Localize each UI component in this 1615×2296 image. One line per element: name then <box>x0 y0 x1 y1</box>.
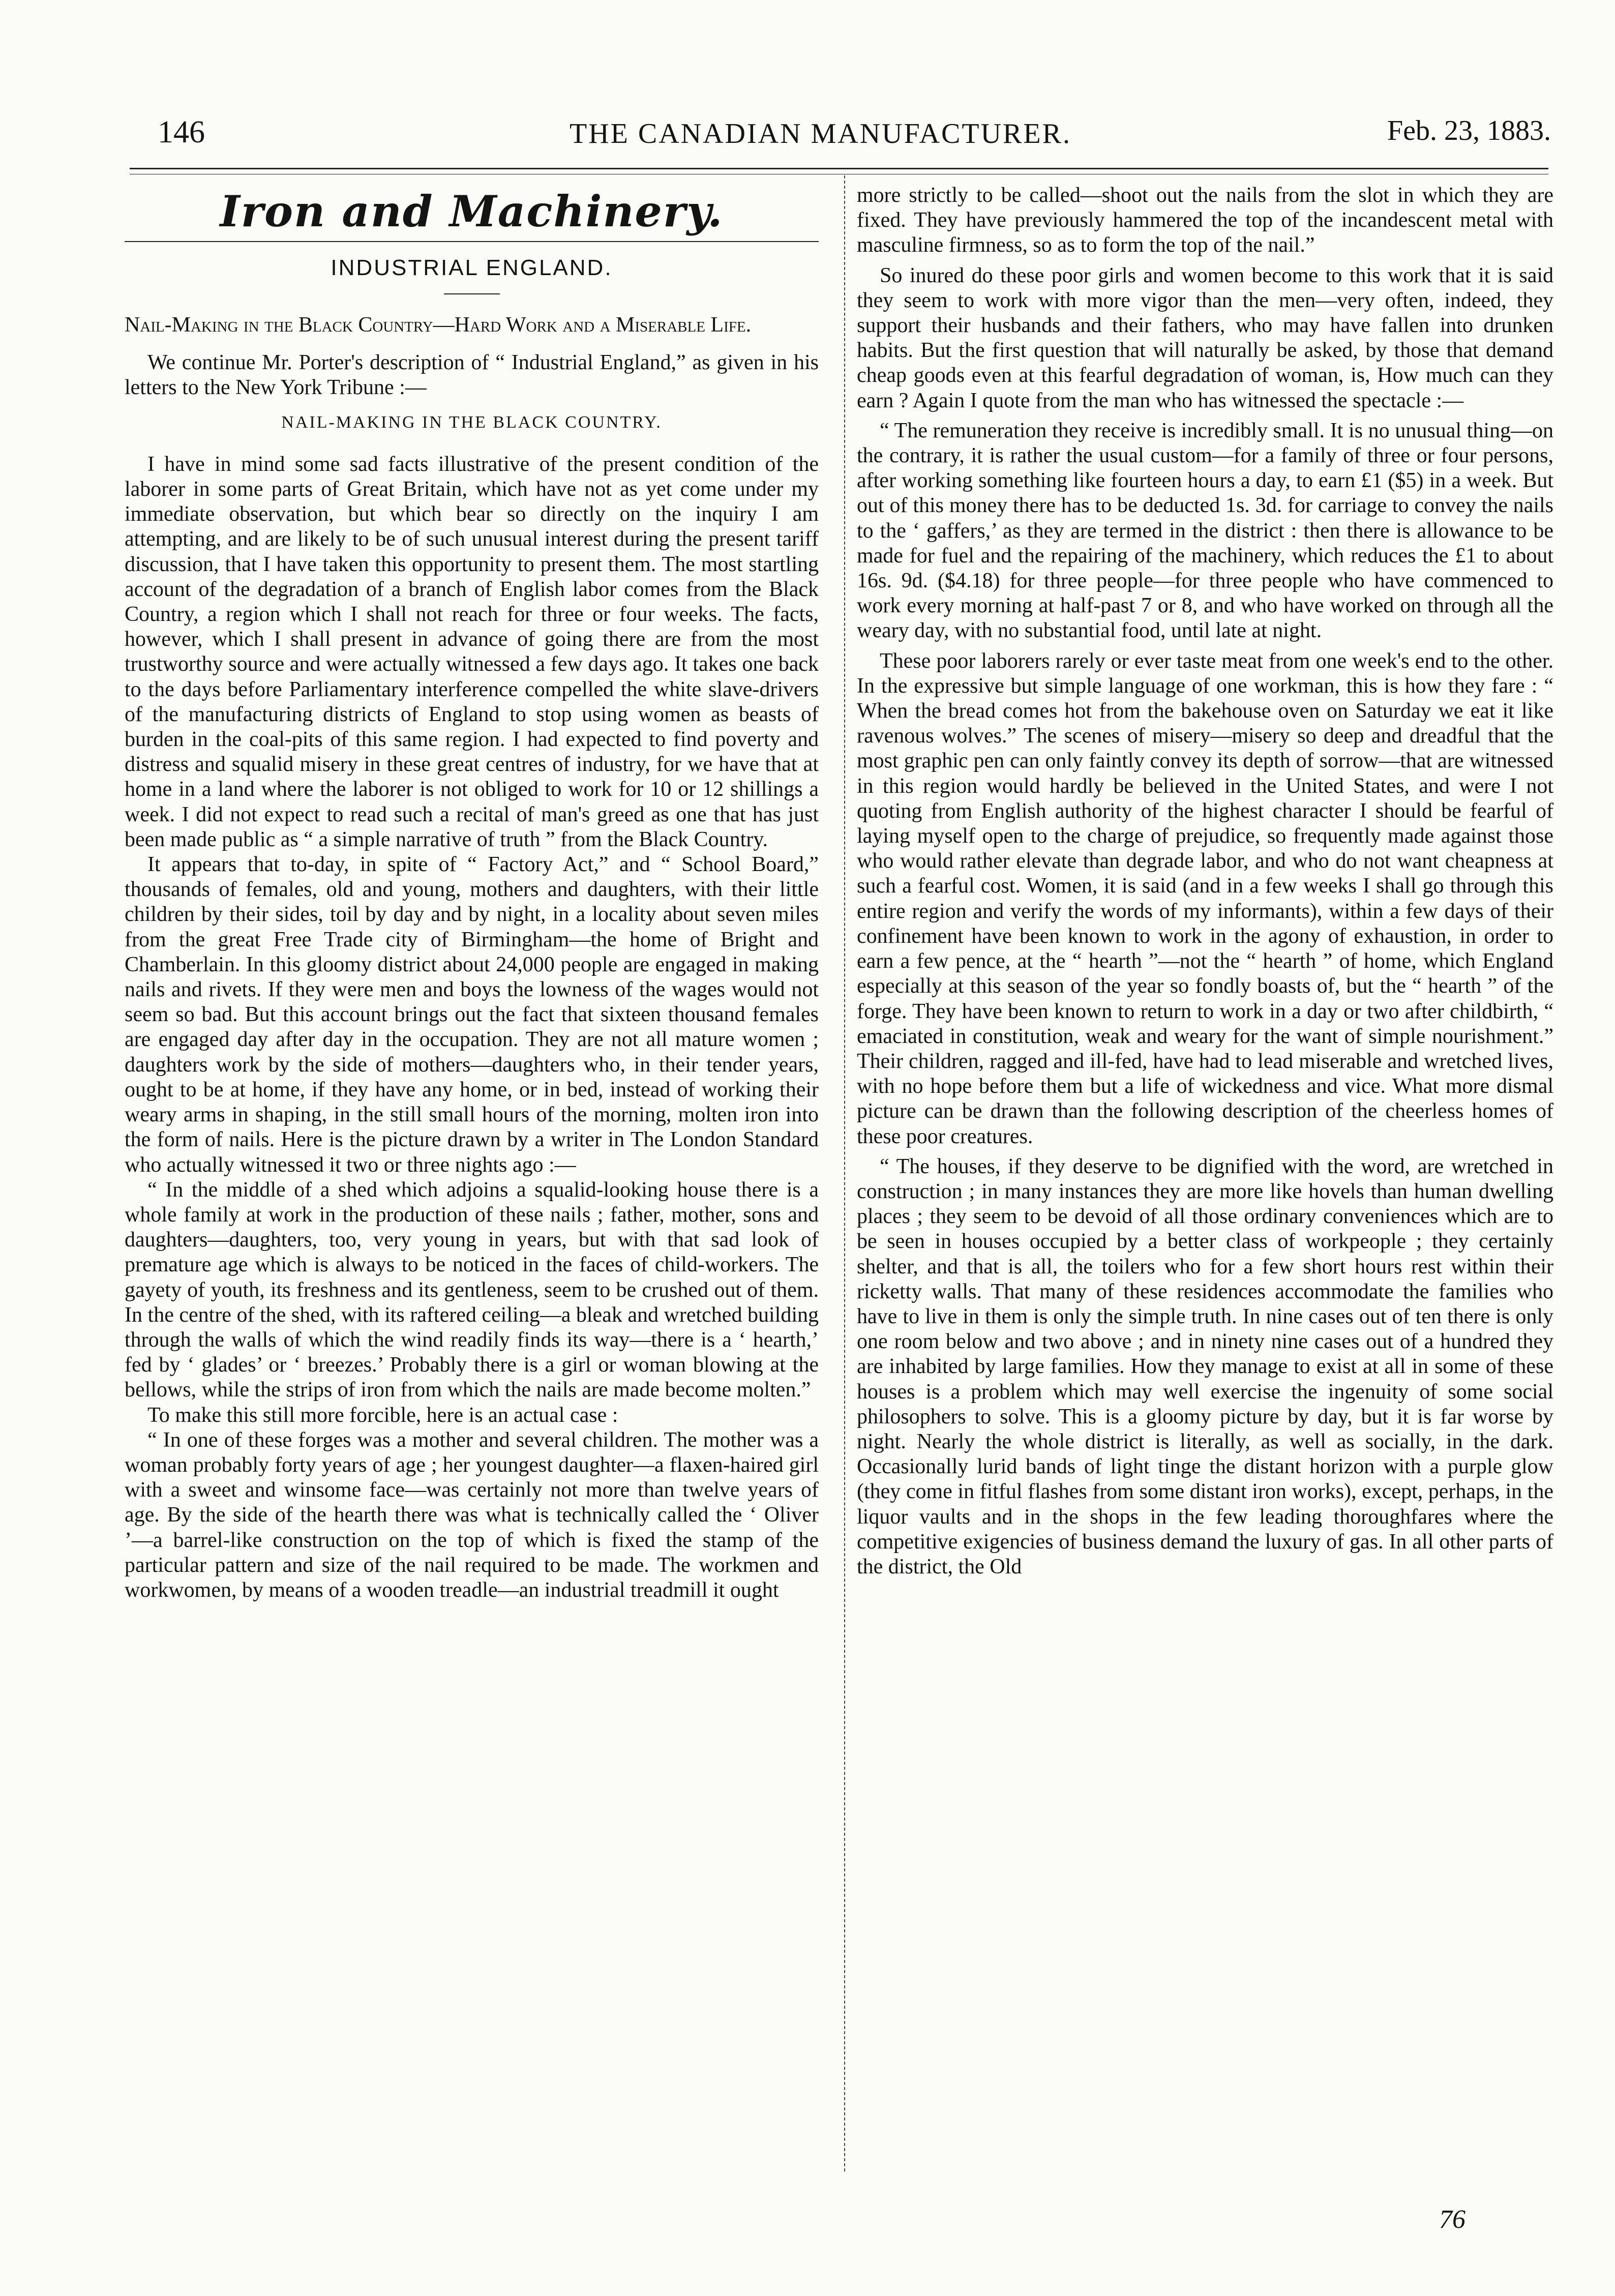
page-header <box>158 114 1551 160</box>
paragraph: It appears that to-day, in spite of “ Factory Act,” and “ School Board,” thousands of females, old and young, mothers and daughters, with their little children by their sides, toil by day and by night, in a locality about seven miles from the great Free Trade city of Birmingham—the home of Bright and Chamberlain. In this gloomy district about 24,000 people are engaged in making nails and rivets. If they were men and boys the lowness of the wages would not seem so bad. But this account brings out the fact that sixteen thousand females are engaged day after day in the occupation. They are not all mature women ; daughters work by the side of mothers—daughters who, in their tender years, ought to be at home, if they have any home, or in bed, instead of working their weary arms in shaping, in the still small hours of the morning, molten iron into the form of nails. Here is the picture drawn by a writer in The London Standard who actually witnessed it two or three nights ago :— <box>125 853 819 1177</box>
paragraph: “ In one of these forges was a mother and several children. The mother was a woman probably forty years of age ; her youngest daughter—a flaxen-haired girl with a sweet and winsome face—was certainly not more than twelve years of age. By the side of the hearth there was what is technically called the ‘ Oliver ’—a barrel-like construction on the top of which is fixed the stamp of the particular pattern and size of the nail required to be made. The workmen and workwomen, by means of a wooden treadle—an industrial treadmill it ought <box>125 1428 819 1602</box>
paragraph: These poor laborers rarely or ever taste meat from one week's end to the other. In the expressive but simple language of one workman, this is how they fare : “ When the bread comes hot from the bakehouse oven on Saturday we eat it like ravenous wolves.” The scenes of misery—misery so deep and dreadful that the most graphic pen can only faintly convey its depth of sorrow—that are witnessed in this region would hardly be believed in the United States, and were I not quoting from English authority of the highest character I should be fearful of laying myself open to the charge of prejudice, so frequently made against those who would rather elevate than degrade labor, and who do not want cheapness at such a fearful cost. Women, it is said (and in a few weeks I shall go through this entire region and verify the words of my informants), within a few days of their confinement have been known to work in the agony of exhaustion, in order to earn a few pence, at the “ hearth ”—not the “ hearth ” of home, which England especially at this season of the year so fondly boasts of, but the “ hearth ” of the forge. They have been known to return to work in a day or two after childbirth, “ emaciated in constitution, weak and weary for the want of simple nourishment.” Their children, ragged and ill-fed, have had to lead miserable and wretched lives, with no hope before them but a life of wickedness and vice. What more dismal picture can be drawn than the following description of the cheerless homes of these poor creatures. <box>857 649 1553 1148</box>
right-column <box>857 183 1553 1579</box>
section-title: Iron and Machinery. <box>220 186 724 236</box>
paragraph: “ In the middle of a shed which adjoins a squalid-looking house there is a whole family at work in the production of these nails ; father, mother, sons and daughters—daughters, too, very young in years, but with that sad look of premature age which is always to be noticed in the faces of child-workers. The gayety of youth, its freshness and its gentleness, seem to be crushed out of them. In the centre of the shed, with its raftered ceiling—a bleak and wretched building through the walls of which the wind readily finds its way—there is a ‘ hearth,’ fed by ‘ glades’ or ‘ breezes.’ Probably there is a girl or woman blowing at the bellows, while the strips of iron from which the nails are made become molten.” <box>125 1178 819 1402</box>
page-number: 146 <box>158 115 205 150</box>
left-column <box>125 183 819 1603</box>
section-heading: NAIL-MAKING IN THE BLACK COUNTRY. <box>281 412 662 432</box>
paragraph: I have in mind some sad facts illustrative of the present condition of the laborer in some parts of Great Britain, which have not as yet come under my immediate observation, but which bear so directly on the inquiry I am attempting, and are likely to be of such unusual interest during the present tariff discussion, that I have taken this opportunity to present them. The most startling account of the degradation of a branch of English labor comes from the Black Country, a region which I shall not reach for three or four weeks. The facts, however, which I shall present in advance of going there are from the most trustworthy source and were actually witnessed a few days ago. It takes one back to the days before Parliamentary interference compelled the white slave-drivers of the manufacturing districts of England to stop using women as beasts of burden in the coal-pits of this same region. I had expected to find poverty and distress and squalid misery in these great centres of industry, for we have that at home in a land where the laborer is not obliged to work for 10 or 12 shillings a week. I did not expect to read such a recital of man's greed as one that has just been made public as “ a simple narrative of truth ” from the Black Country. <box>125 452 819 851</box>
paragraph: To make this still more forcible, here is an actual case : <box>147 1403 618 1427</box>
paragraph: So inured do these poor girls and women become to this work that it is said they seem to work with more vigor than the men—very often, indeed, they support their husbands and their fathers, who may have fallen into drunken habits. But the first question that will naturally be asked, by those that demand cheap goods even at this fearful degradation of woman, is, How much can they earn ? Again I quote from the man who has witnessed the spectacle :— <box>857 263 1553 412</box>
paragraph: “ The remuneration they receive is incredibly small. It is no unusual thing—on the contrary, it is rather the usual custom—for a family of three or four persons, after working something like fourteen hours a day, to earn £1 ($5) in a week. But out of this money there has to be deducted 1s. 3d. for carriage to convey the nails to the ‘ gaffers,’ as they are termed in the district : then there is allowance to be made for fuel and the repairing of the machinery, which reduces the £1 to about 16s. 9d. ($4.18) for three people—for three people who have commenced to work every morning at half-past 7 or 8, and who have worked on through all the weary day, with no substantial food, until late at night. <box>857 419 1553 643</box>
page-mark: 76 <box>1439 2205 1466 2234</box>
article-intro: We continue Mr. Porter's description of “ Industrial England,” as given in his letters to the New York Tribune :— <box>125 351 819 400</box>
issue-date: Feb. 23, 1883. <box>1387 115 1551 146</box>
column-divider <box>844 175 845 2171</box>
paragraph: more strictly to be called—shoot out the nails from the slot in which they are fixed. They have previously hammered the top of the incandescent metal with masculine firmness, so as to form the top of the nail.” <box>857 184 1553 257</box>
header-rule <box>130 168 1548 174</box>
title-rule <box>444 293 500 294</box>
paragraph: “ The houses, if they deserve to be dignified with the word, are wretched in construction ; in many instances they are more like hovels than human dwelling places ; they seem to be devoid of all those ordinary conveniences which are to be seen in houses occupied by a better class of workpeople ; they certainly shelter, and that is all, the toilers who for a few short hours rest within their ricketty walls. That many of these residences accommodate the families who have to live in them is only the simple truth. In nine cases out of ten there is only one room below and two above ; and in ninety nine cases out of a hundred they are inhabited by large families. How they manage to exist at all in some of these houses is a problem which may well exercise the ingenuity of some social philosophers to solve. This is a gloomy picture by day, but it is far worse by night. Nearly the whole district is literally, as well as socially, in the dark. Occasionally lurid bands of light tinge the distant horizon with a purple glow (they come in fitful flashes from some distant iron works), except, perhaps, in the liquor vaults and in the shops in the few leading thoroughfares where the competitive exigencies of business demand the luxury of gas. In all other parts of the district, the Old <box>857 1154 1553 1578</box>
publication-title: THE CANADIAN MANUFACTURER. <box>570 118 1071 150</box>
article-title: INDUSTRIAL ENGLAND. <box>331 255 613 280</box>
section-rule <box>125 241 819 242</box>
article-subhead: Nail-Making in the Black Country—Hard Work and a Miserable Life. <box>125 313 752 337</box>
